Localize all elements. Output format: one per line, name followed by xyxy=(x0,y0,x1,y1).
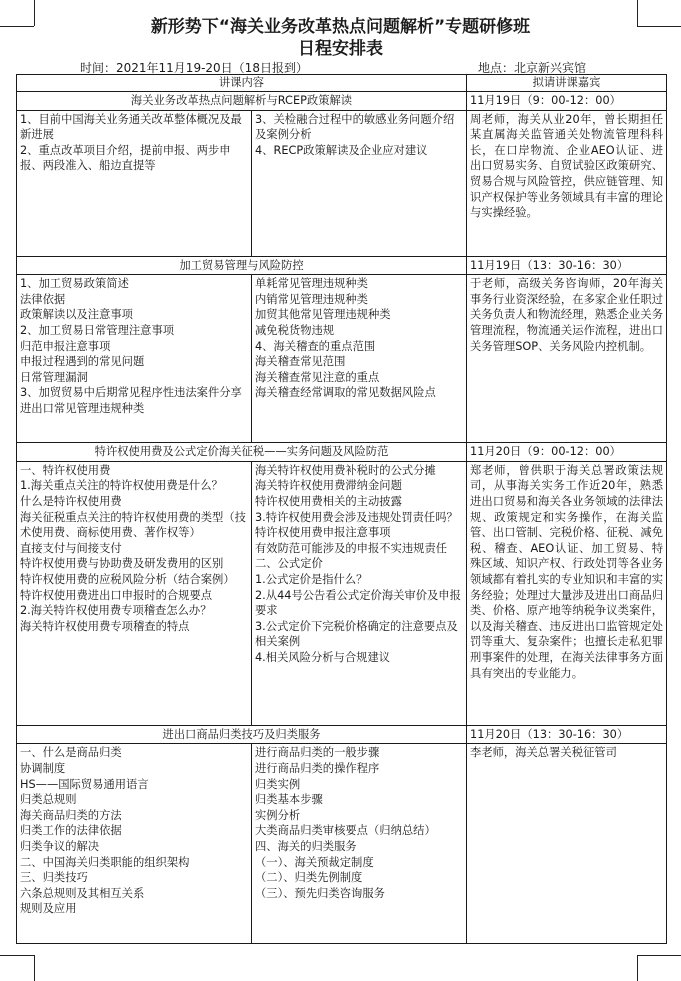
content-line: 1、目前中国海关业务通关改革整体概况及最新进展 xyxy=(20,112,242,142)
section-left-content xyxy=(17,275,252,443)
content-line: 二、公式定价 xyxy=(255,557,323,571)
content-line: 海关特许权使用费补税时的公式分摊 xyxy=(255,463,436,477)
content-line: （一）、海关预裁定制度 xyxy=(255,855,374,869)
section-time: 11月20日（13：30-16：30） xyxy=(467,725,667,744)
content-line: 进行商品归类的一般步骤 xyxy=(255,746,380,760)
content-line: 海关稽查常见注意的重点 xyxy=(255,370,380,384)
content-line: 有效防范可能涉及的申报不实违规责任 xyxy=(255,541,448,555)
crop-mark-bottom-left-h xyxy=(0,955,34,956)
table-header-row xyxy=(17,75,667,92)
content-line: 六条总规则及其相互关系 xyxy=(20,886,145,900)
document-subtitle: 日程安排表 xyxy=(298,39,383,59)
section-body-row xyxy=(17,110,667,256)
section-middle-content xyxy=(252,275,467,443)
section-time: 11月20日（9：00-12：00） xyxy=(467,443,667,462)
section-left-content xyxy=(17,744,252,944)
speaker-bio: 于老师，高级关务咨询师，20年海关事务行业资深经验，在多家企业任职过关务负责人和物流经理，熟悉企业关务管理流程，物流通关运作流程，进出口关务管理SOP、关务风险内控机制。 xyxy=(467,275,667,443)
content-line: 一、特许权使用费 xyxy=(20,463,111,477)
content-line: 单耗常见管理违规种类 xyxy=(255,277,368,291)
document-title: 新形势下“海关业务改革热点问题解析”专题研修班 xyxy=(150,17,531,37)
header-content-cell: 讲课内容 xyxy=(17,75,467,92)
section-title: 特许权使用费及公式定价海关征税——实务问题及风险防范 xyxy=(17,443,467,462)
content-line: 4、RECP政策解读及企业应对建议 xyxy=(255,143,428,157)
section-left-content xyxy=(17,461,252,725)
content-line: 直接支付与间接支付 xyxy=(20,541,122,555)
content-line: 2.从44号公告看公式定价海关审价及申报要求 xyxy=(255,588,461,618)
content-line: 内销常见管理违规种类 xyxy=(255,292,368,306)
section-body-row xyxy=(17,461,667,725)
content-line: 特许权使用费进出口申报时的合规要点 xyxy=(20,588,213,602)
content-line: 一、什么是商品归类 xyxy=(20,746,122,760)
content-line: 2、加工贸易日常管理注意事项 xyxy=(20,323,175,337)
content-line: 大类商品归类审核要点（归纳总结） xyxy=(255,824,436,838)
section-title-row xyxy=(17,443,667,462)
section-title: 进出口商品归类技巧及归类服务 xyxy=(17,725,467,744)
content-line: 归类争议的解决 xyxy=(20,839,100,853)
content-line: 海关特许权使用费专项稽查的特点 xyxy=(20,619,190,633)
speaker-bio: 周老师，海关从业20年，曾长期担任某直属海关监管通关处物流管理科科长，在口岸物流、企业AEO认证、进出口贸易实务、自贸试验区政策研究、贸易合规与风险管控，供应链管理、知识产权保护等业务领域具有丰富的理论与实操经验。 xyxy=(467,110,667,256)
content-line: 进出口常见管理违规种类 xyxy=(20,401,145,415)
content-line: （三）、预先归类咨询服务 xyxy=(255,886,385,900)
content-line: 政策解读以及注意事项 xyxy=(20,308,133,322)
content-line: 加贸其他常见管理违规种类 xyxy=(255,308,391,322)
crop-mark-bottom-right-v xyxy=(637,955,638,981)
time-info: 时间：2021年11月19-20日（18日报到） xyxy=(80,61,308,75)
content-line: 3、加贸贸易中后期常见程序性违法案件分享 xyxy=(20,386,242,400)
content-line: 1.公式定价是指什么？ xyxy=(255,572,368,586)
section-title-row xyxy=(17,725,667,744)
content-line: 海关商品归类的方法 xyxy=(20,808,122,822)
content-line: 1.海关重点关注的特许权使用费是什么？ xyxy=(20,479,223,493)
content-line: 法律依据 xyxy=(20,292,66,306)
content-line: 归类基本步骤 xyxy=(255,793,323,807)
content-line: 归类实例 xyxy=(255,777,301,791)
location-info: 地点：北京新兴宾馆 xyxy=(478,61,587,75)
crop-mark-bottom-right-h xyxy=(637,955,681,956)
section-title: 加工贸易管理与风险防控 xyxy=(17,256,467,275)
content-line: 归类总规则 xyxy=(20,793,77,807)
content-line: 申报过程遇到的常见问题 xyxy=(20,355,145,369)
content-line: 海关征税重点关注的特许权使用费的类型（技术使用费、商标使用费、著作权等） xyxy=(20,510,246,540)
content-line: 什么是特许权使用费 xyxy=(20,494,122,508)
content-line: 规则及应用 xyxy=(20,902,77,916)
content-line: 四、海关的归类服务 xyxy=(255,839,357,853)
content-line: 4.相关风险分析与合规建议 xyxy=(255,650,391,664)
content-line: 海关特许权使用费滞纳金问题 xyxy=(255,479,402,493)
section-title-row xyxy=(17,256,667,275)
section-body-row xyxy=(17,275,667,443)
section-middle-content xyxy=(252,744,467,944)
schedule-table xyxy=(16,74,667,944)
content-line: 1、加工贸易政策简述 xyxy=(20,277,129,291)
section-title-row xyxy=(17,92,667,111)
content-line: 协调制度 xyxy=(20,761,66,775)
section-middle-content xyxy=(252,110,467,256)
content-line: 三、归类技巧 xyxy=(20,871,88,885)
content-line: （二）、归类先例制度 xyxy=(255,871,363,885)
content-line: 二、中国海关归类职能的组织架构 xyxy=(20,855,190,869)
content-line: 进行商品归类的操作程序 xyxy=(255,761,380,775)
content-line: 2、重点改革项目介绍，提前申报、两步申报、两段准入、船边直提等 xyxy=(20,143,231,173)
content-line: 4、海关稽查的重点范围 xyxy=(255,339,376,353)
content-line: 3、关检融合过程中的敏感业务问题介绍及案例分析 xyxy=(255,112,455,142)
content-line: 3.公式定价下完税价格确定的注意要点及相关案例 xyxy=(255,619,458,649)
speaker-bio: 李老师，海关总署关税征管司 xyxy=(467,744,667,944)
content-line: 海关稽查常见范围 xyxy=(255,355,346,369)
section-title: 海关业务改革热点问题解析与RCEP政策解读 xyxy=(17,92,467,111)
content-line: 海关稽查经常调取的常见数据风险点 xyxy=(255,386,436,400)
content-line: 特许权使用费相关的主动披露 xyxy=(255,494,402,508)
content-line: 特许权使用费申报注意事项 xyxy=(255,526,391,540)
content-line: 特许权使用费与协助费及研发费用的区别 xyxy=(20,557,224,571)
content-line: 特许权使用费的应税风险分析（结合案例） xyxy=(20,572,235,586)
header-speaker-cell: 拟请讲课嘉宾 xyxy=(467,75,667,92)
content-line: 归范申报注意事项 xyxy=(20,339,111,353)
content-line: 2.海关特许权使用费专项稽查怎么办？ xyxy=(20,604,212,618)
section-left-content xyxy=(17,110,252,256)
speaker-bio: 郑老师，曾供职于海关总署政策法规司，从事海关实务工作近20年，熟悉进出口贸易和海关各业务领域的法律法规、政策规定和实务操作，在海关监管、出口管制、完税价格、征税、减免税、稽查、AEO认证、加工贸易、特殊区域、知识产权、行政处罚等各业务领域都有着扎实的专业知识和丰富的实务经验；处理过大量涉及进出口商品归类、价格、原产地等纳税争议类案件，以及海关稽查、违反进出口监管规定处罚等重大、复杂案件；也擅长走私犯罪刑事案件的处理，在海关法律事务方面具有突出的专业能力。 xyxy=(467,461,667,725)
content-line: HS——国际贸易通用语言 xyxy=(20,777,149,791)
content-line: 实例分析 xyxy=(255,808,301,822)
section-time: 11月19日（13：30-16：30） xyxy=(467,256,667,275)
section-time: 11月19日（9：00-12：00） xyxy=(467,92,667,111)
content-line: 归类工作的法律依据 xyxy=(20,824,122,838)
content-line: 3.特许权使用费会涉及违规处罚责任吗？ xyxy=(255,510,458,524)
crop-mark-bottom-left-v xyxy=(34,955,35,981)
content-line: 减免税货物违规 xyxy=(255,323,335,337)
section-middle-content xyxy=(252,461,467,725)
section-body-row xyxy=(17,744,667,944)
content-line: 日常管理漏洞 xyxy=(20,370,88,384)
